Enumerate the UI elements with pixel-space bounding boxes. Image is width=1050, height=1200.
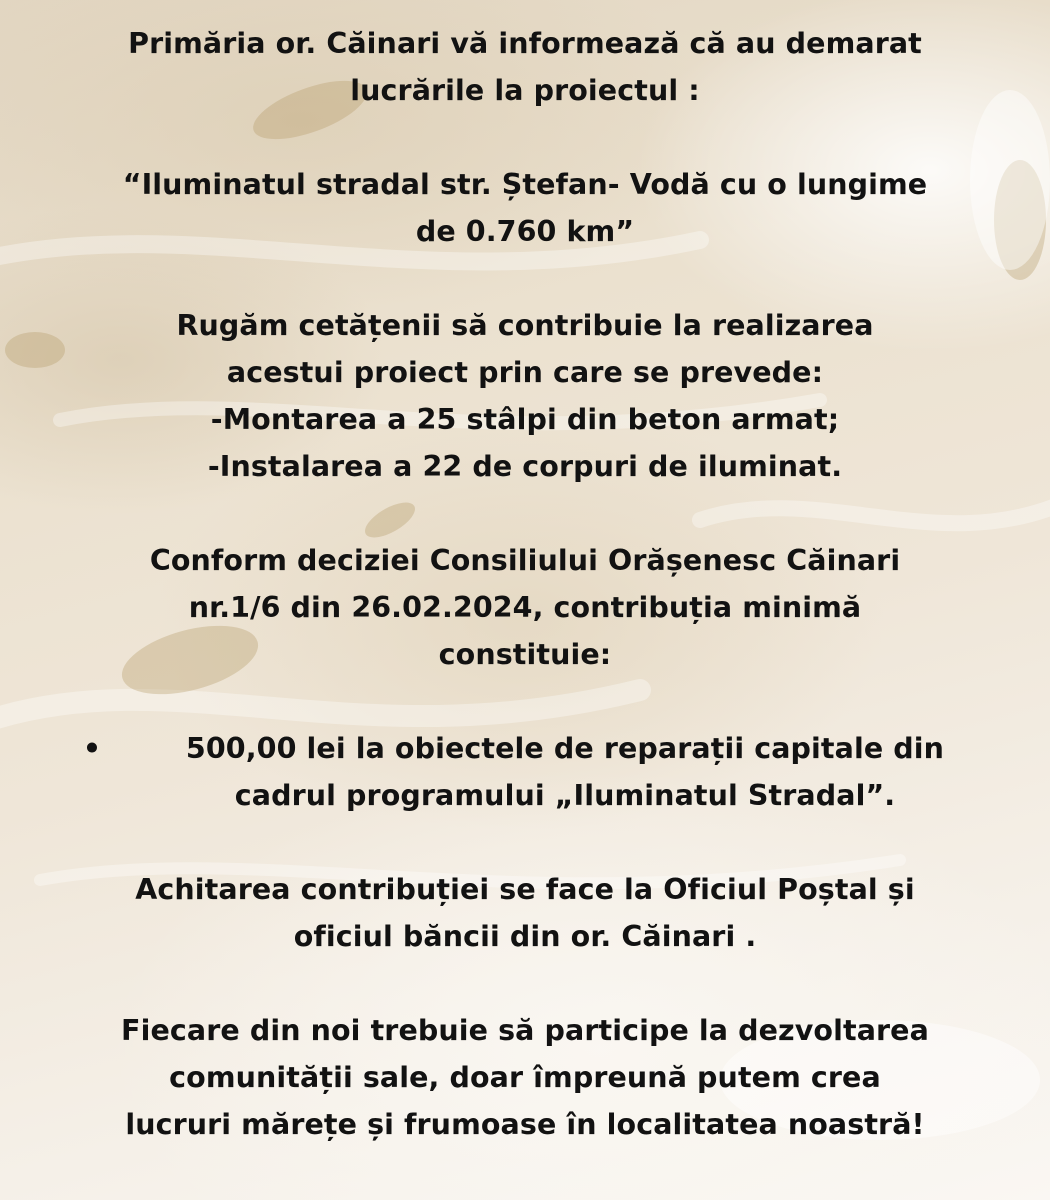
closing-line-1: Fiecare din noi trebuie să participe la dezvoltarea (121, 1014, 929, 1047)
intro-line-1: Primăria or. Căinari vă informează că au demarat (128, 27, 922, 60)
notice-text (0, 20, 1050, 1148)
spacer (0, 678, 1050, 725)
project-title-line-2: de 0.760 km” (415, 215, 635, 248)
spacer (0, 819, 1050, 866)
spacer (0, 490, 1050, 537)
intro-line-2: lucrările la proiectul : (350, 74, 700, 107)
payment-line-1: Achitarea contribuției se face la Oficiul Poștal și (135, 873, 915, 906)
bullet-icon: • (82, 732, 102, 765)
closing-line-3: lucruri mărețe și frumoase în localitatea noastră! (125, 1108, 925, 1141)
spacer (0, 255, 1050, 302)
decision-line-2: nr.1/6 din 26.02.2024, contribuția minimă (188, 591, 862, 624)
closing-line-2: comunității sale, doar împreună putem crea (169, 1061, 881, 1094)
appeal-line-4: -Instalarea a 22 de corpuri de iluminat. (207, 450, 843, 483)
contribution-bullet (0, 725, 1050, 819)
appeal-line-1: Rugăm cetățenii să contribuie la realizarea (176, 309, 874, 342)
bullet-line-2: cadrul programului „Iluminatul Stradal”. (234, 779, 896, 812)
payment-line-2: oficiul băncii din or. Căinari . (293, 920, 757, 953)
bullet-line-1: 500,00 lei la obiectele de reparații capitale din (185, 732, 945, 765)
decision-line-1: Conform deciziei Consiliului Orășenesc Căinari (149, 544, 901, 577)
project-title-line-1: “Iluminatul stradal str. Ștefan- Vodă cu o lungime (122, 168, 928, 201)
bullet-text (140, 725, 990, 819)
decision-line-3: constituie: (438, 638, 612, 671)
appeal-line-2: acestui proiect prin care se prevede: (226, 356, 824, 389)
spacer (0, 114, 1050, 161)
spacer (0, 960, 1050, 1007)
appeal-line-3: -Montarea a 25 stâlpi din beton armat; (210, 403, 840, 436)
